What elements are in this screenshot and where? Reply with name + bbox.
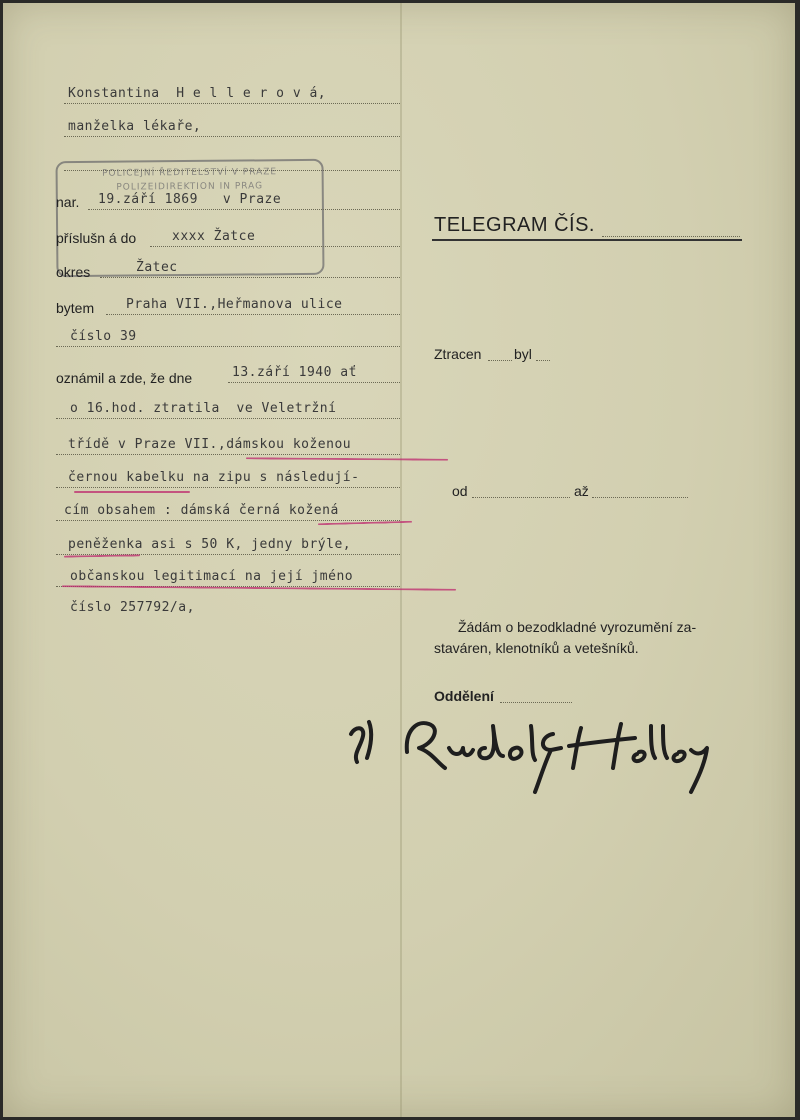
dotted-rule	[56, 418, 400, 419]
dotted-rule	[536, 360, 550, 361]
dotted-rule	[500, 702, 572, 703]
district-value: Žatec	[136, 260, 178, 275]
dotted-rule	[56, 487, 400, 488]
belongs-value: xxxx Žatce	[172, 229, 256, 244]
text-line: cím obsahem : dámská černá kožená	[64, 503, 339, 518]
dotted-rule	[150, 246, 400, 247]
department-label: Oddělení	[434, 688, 494, 704]
was-label: byl	[514, 346, 532, 362]
text-line: třídě v Praze VII.,dámskou koženou	[68, 437, 352, 452]
dotted-rule	[106, 314, 400, 315]
belongs-label: příslušn á do	[56, 230, 137, 246]
stamp-text: POLIZEIDIREKTION IN PRAG	[116, 181, 264, 193]
title-rule	[432, 239, 742, 241]
house-number: číslo 39	[70, 329, 137, 344]
occupation-line: manželka lékaře,	[68, 119, 202, 134]
dotted-rule	[56, 454, 400, 455]
district-label: okres	[56, 264, 91, 280]
reported-date: 13.září 1940 ať	[232, 365, 357, 380]
dotted-rule	[592, 497, 688, 498]
dotted-rule	[100, 277, 400, 278]
residence-label: bytem	[56, 300, 95, 316]
stamp-text: POLICEJNÍ ŘEDITELSTVÍ V PRAZE	[102, 167, 278, 179]
dotted-rule	[56, 346, 400, 347]
text-line: o 16.hod. ztratila ve Veletržní	[70, 401, 337, 416]
request-text: Žádám o bezodkladné vyrozumění za-	[458, 619, 697, 635]
born-value: 19.září 1869 v Praze	[98, 192, 282, 207]
dotted-rule	[64, 136, 400, 137]
residence-value: Praha VII.,Heřmanova ulice	[126, 297, 343, 312]
reported-label: oznámil a zde, že dne	[56, 370, 193, 386]
from-label: od	[452, 483, 468, 499]
red-underline	[74, 491, 190, 493]
to-label: až	[574, 483, 589, 499]
dotted-rule	[88, 209, 400, 210]
dotted-rule	[228, 382, 400, 383]
text-line: černou kabelku na zipu s následují-	[68, 470, 360, 485]
dotted-rule	[488, 360, 512, 361]
text-line: občanskou legitimací na její jméno	[70, 569, 354, 584]
dotted-rule	[602, 236, 740, 237]
text-line: číslo 257792/a,	[70, 600, 195, 615]
lost-label: Ztracen	[434, 346, 482, 362]
dotted-rule	[472, 497, 570, 498]
dotted-rule	[64, 103, 400, 104]
name-line: Konstantina H e l l e r o v á,	[68, 86, 327, 101]
fold-crease	[400, 3, 402, 1117]
request-text: staváren, klenotníků a vetešníků.	[434, 640, 639, 656]
handwritten-signature	[345, 712, 725, 802]
police-stamp	[55, 159, 324, 277]
telegram-title: TELEGRAM ČÍS.	[434, 214, 595, 236]
born-label: nar.	[56, 194, 80, 210]
dotted-rule	[56, 520, 400, 521]
text-line: peněženka asi s 50 K, jedny brýle,	[68, 537, 352, 552]
